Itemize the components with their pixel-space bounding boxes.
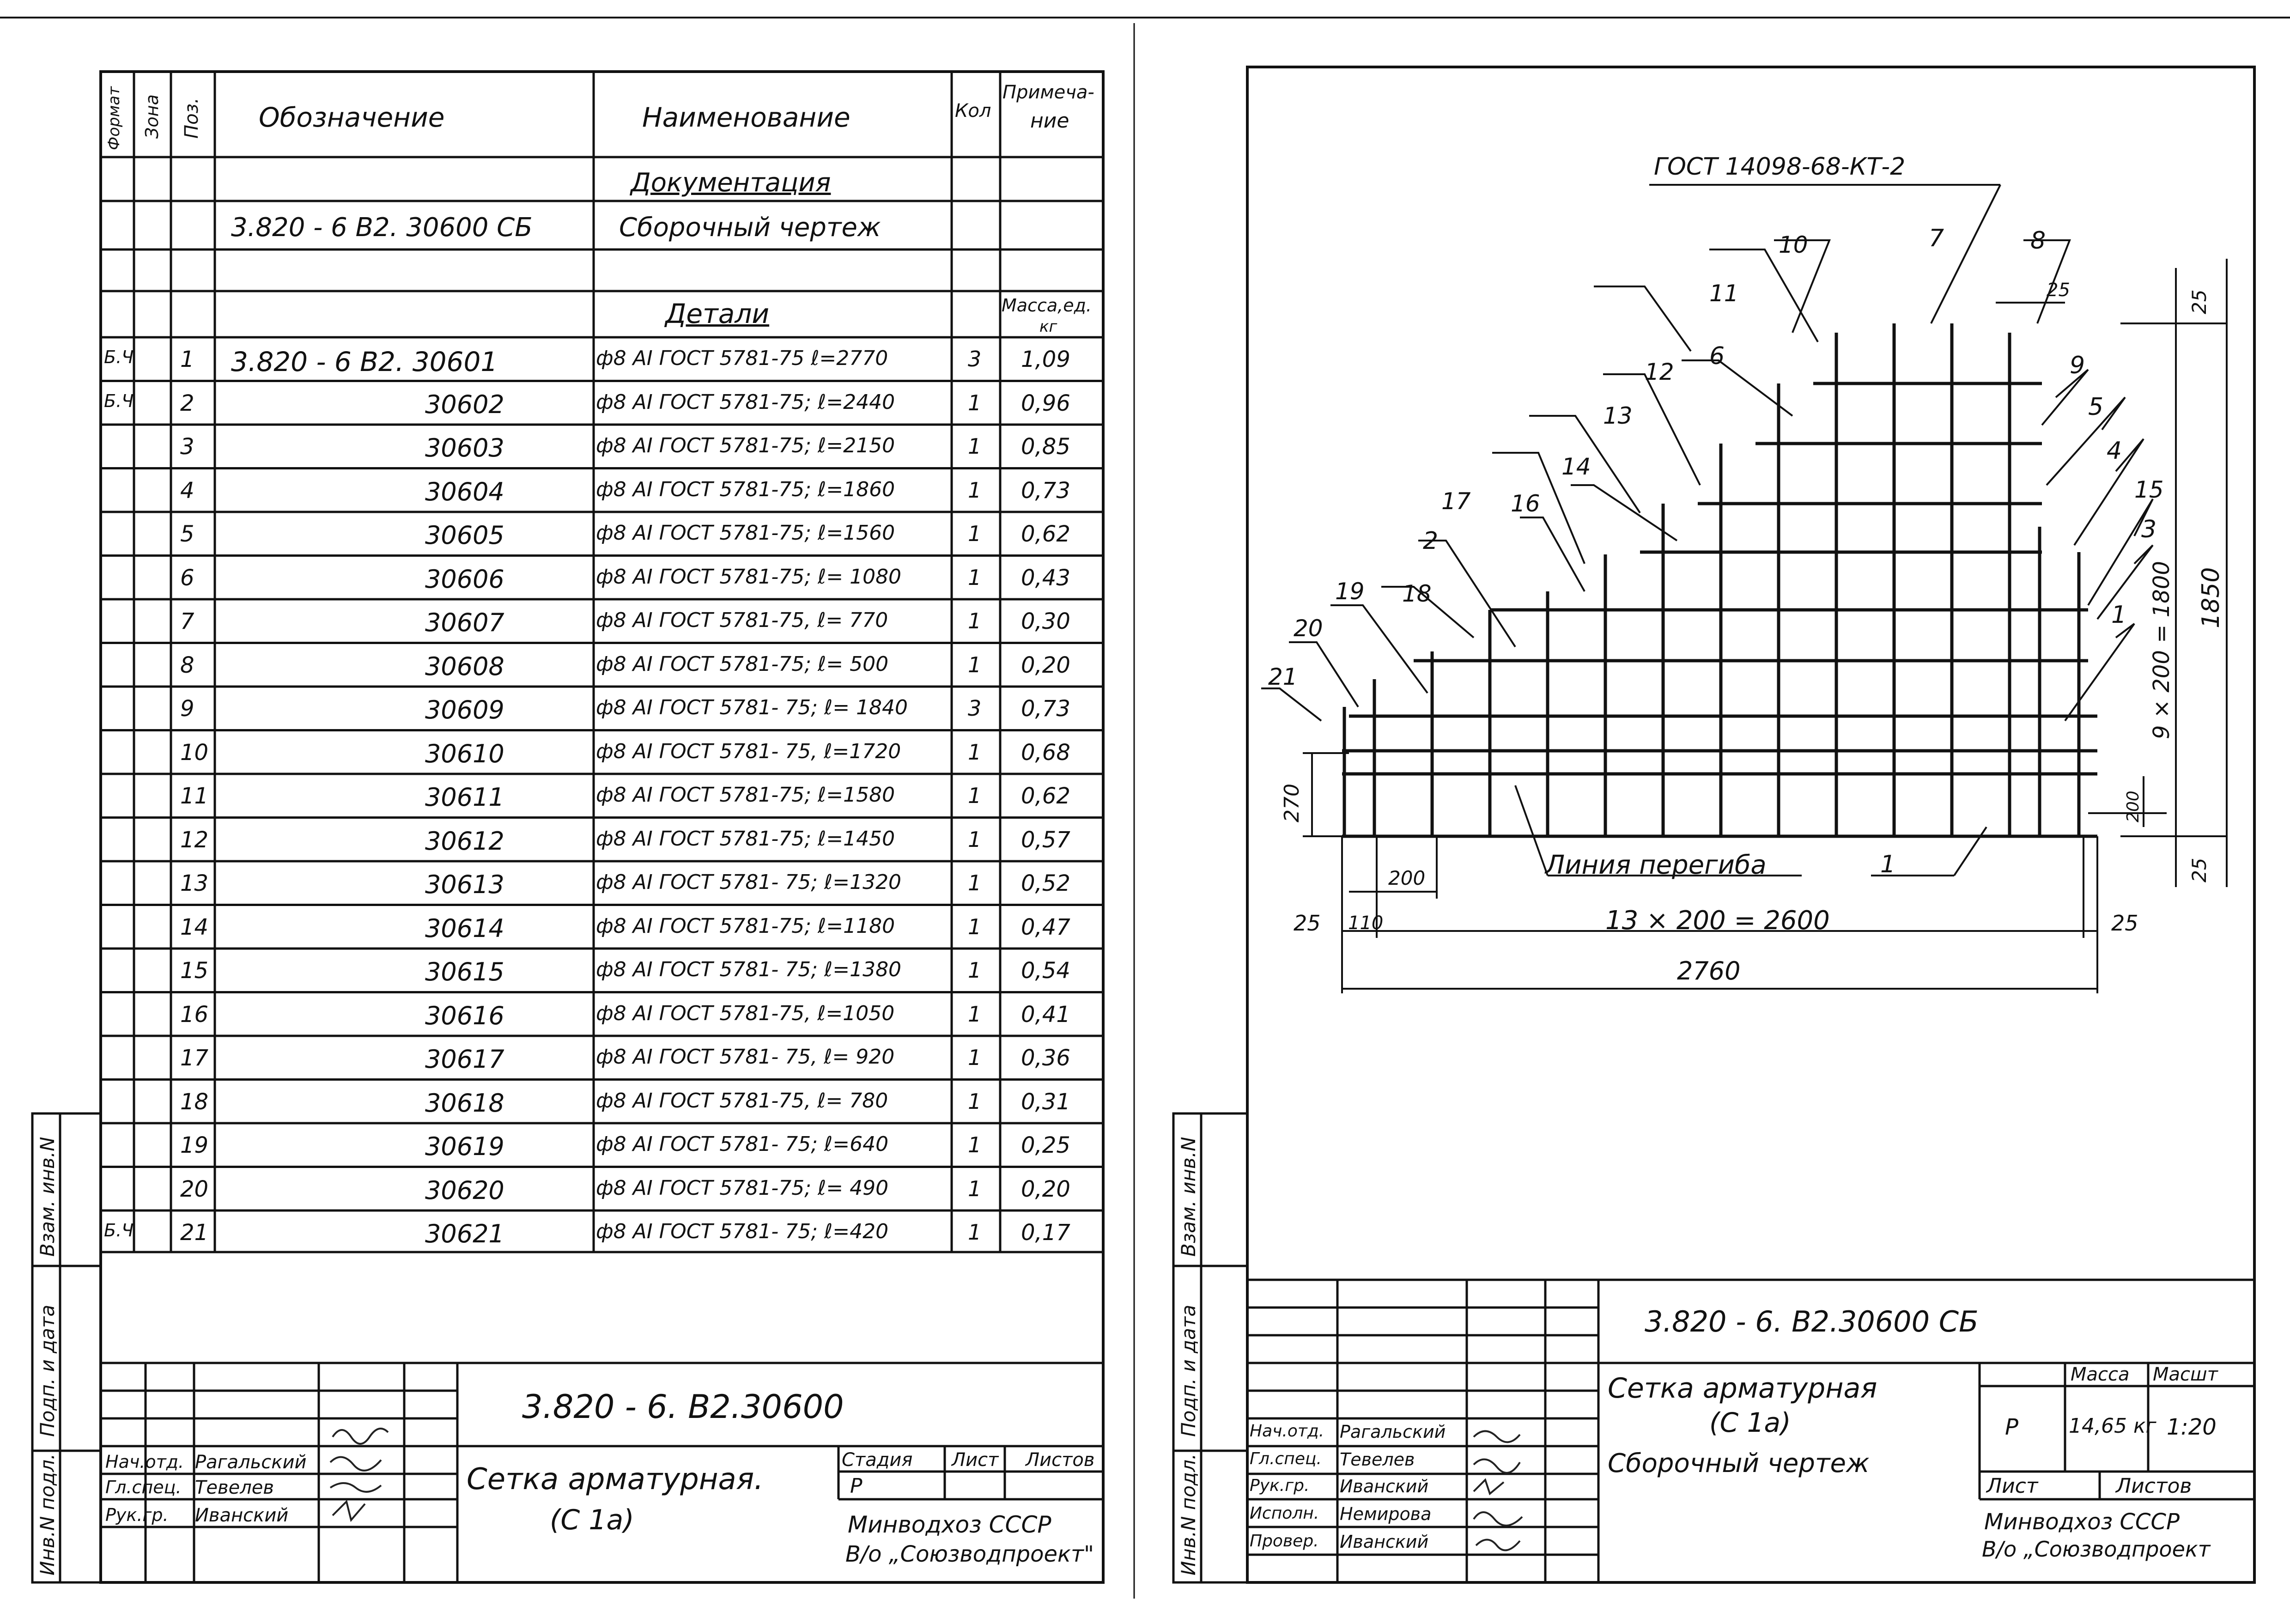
row-mass: 0,54: [1021, 958, 1070, 984]
person-role: Рук.гр.: [1250, 1476, 1310, 1495]
row-name: ф8 АI ГОСТ 5781- 75; ℓ=420: [596, 1220, 889, 1243]
row-designation: 30610: [425, 739, 504, 768]
col-header-zone: Зона: [142, 94, 162, 139]
margin-inv-replace: Взам. инв.N: [36, 1137, 59, 1257]
dim-9x200: 9 × 200 = 1800: [2149, 561, 2175, 739]
row-name: ф8 АI ГОСТ 5781-75 ℓ=2770: [596, 347, 888, 370]
row-pos: 1: [180, 347, 194, 372]
callout-15: 15: [2134, 476, 2164, 503]
row-name: ф8 АI ГОСТ 5781-75; ℓ= 490: [596, 1176, 889, 1200]
dim-270: 270: [1280, 784, 1304, 822]
weld-note: ГОСТ 14098-68-КТ-2: [1654, 153, 1906, 181]
row-mass: 0,52: [1021, 870, 1070, 896]
row-mass: 0,31: [1021, 1089, 1070, 1115]
person-name: Иванский: [1340, 1476, 1429, 1496]
row-qty: 1: [968, 521, 982, 546]
row-mass: 0,20: [1021, 652, 1070, 678]
row-mass: 0,43: [1021, 565, 1070, 591]
row-qty: 3: [968, 696, 982, 721]
row-mass: 0,41: [1021, 1001, 1070, 1028]
row-designation: 30618: [425, 1088, 504, 1118]
row-designation: 30620: [425, 1175, 504, 1205]
row-pos: 17: [180, 1045, 209, 1071]
row-name: ф8 АI ГОСТ 5781- 75; ℓ=640: [596, 1132, 889, 1156]
row-pos: 20: [180, 1176, 209, 1202]
row-mass: 0,62: [1021, 521, 1070, 547]
dim-200-bottom: 200: [1388, 867, 1426, 889]
callout-12: 12: [1645, 359, 1674, 385]
callout-3: 3: [2141, 516, 2157, 543]
person-name: Тевелев: [195, 1477, 274, 1498]
row-pos: 19: [180, 1132, 209, 1158]
dim-2760: 2760: [1677, 956, 1741, 985]
row-name: ф8 АI ГОСТ 5781-75; ℓ=1180: [596, 914, 895, 938]
row-mass: 0,30: [1021, 608, 1070, 634]
row-designation: 30617: [425, 1045, 504, 1074]
callout-20: 20: [1294, 615, 1323, 642]
row-qty: 1: [968, 1176, 982, 1201]
row-mass: 0,47: [1021, 914, 1070, 940]
person-role: Нач.отд.: [105, 1452, 184, 1472]
row-designation: 3.820 - 6 В2. 30601: [231, 346, 498, 377]
person-role: Нач.отд.: [1250, 1422, 1324, 1441]
row-designation: 30612: [425, 826, 504, 856]
row-designation: 30611: [425, 783, 504, 812]
section-documentation: Документация: [631, 168, 831, 198]
row-qty: 1: [968, 1220, 982, 1245]
callout-1-bottom: 1: [1880, 851, 1896, 878]
person-role: Гл.спец.: [1250, 1449, 1322, 1468]
left-stamp-org-2: В/о „Союзводпроект": [845, 1541, 1094, 1567]
row-pos: 4: [180, 477, 194, 504]
mass-header: Масса,ед.: [1002, 295, 1092, 316]
row-mass: 1,09: [1021, 347, 1070, 372]
person-name: Немирова: [1340, 1504, 1432, 1524]
row-mass: 0,85: [1021, 434, 1070, 460]
row-name: ф8 АI ГОСТ 5781-75; ℓ=2440: [596, 390, 895, 414]
row-name: ф8 АI ГОСТ 5781-75, ℓ=1050: [596, 1001, 895, 1025]
callout-10: 10: [1779, 231, 1808, 258]
col-header-qty: Кол: [955, 100, 991, 122]
row-pos: 15: [180, 958, 209, 984]
person-role: Гл.спец.: [105, 1477, 182, 1497]
row-pos: 11: [180, 783, 209, 809]
margin-inv-replace-right: Взам. инв.N: [1177, 1137, 1200, 1257]
row-qty: 1: [968, 1001, 982, 1027]
row-mass: 0,36: [1021, 1045, 1070, 1071]
row-pos: 5: [180, 521, 194, 547]
row-format: Б.Ч: [104, 347, 134, 367]
section-parts: Детали: [665, 298, 770, 329]
col-header-note-2: ние: [1030, 109, 1069, 133]
row-name: ф8 АI ГОСТ 5781- 75, ℓ= 920: [596, 1045, 895, 1069]
row-pos: 9: [180, 696, 194, 722]
row-designation: 30603: [425, 433, 504, 462]
col-header-designation: Обозначение: [259, 102, 445, 133]
left-stamp-code: 3.820 - 6. В2.30600: [522, 1388, 844, 1426]
left-stamp-sheets-label: Листов: [1026, 1449, 1095, 1471]
person-name: Рагальский: [195, 1452, 307, 1473]
row-name: ф8 АI ГОСТ 5781- 75; ℓ=1380: [596, 958, 902, 981]
callout-2: 2: [1423, 527, 1439, 555]
row-qty: 1: [968, 434, 982, 459]
row-name: ф8 АI ГОСТ 5781-75; ℓ= 1080: [596, 565, 902, 589]
right-stamp-org-1: Минводхоз СССР: [1984, 1509, 2180, 1535]
right-stamp-sheets-label: Листов: [2116, 1474, 2192, 1498]
row-name: ф8 АI ГОСТ 5781- 75; ℓ=1320: [596, 870, 902, 894]
row-mass: 0,73: [1021, 696, 1070, 722]
left-stamp-title-2: (С 1а): [550, 1504, 634, 1536]
row-name: ф8 АI ГОСТ 5781-75; ℓ=1450: [596, 827, 895, 851]
row-designation: 30609: [425, 695, 504, 724]
row-qty: 1: [968, 914, 982, 939]
row-pos: 13: [180, 870, 209, 896]
row-pos: 7: [180, 608, 194, 634]
row-name: ф8 АI ГОСТ 5781- 75, ℓ=1720: [596, 739, 901, 763]
dim-110: 110: [1348, 912, 1384, 934]
left-stamp-stage-value: Р: [850, 1474, 863, 1498]
row-format: Б.Ч: [104, 1220, 134, 1241]
right-stamp-scale-label: Масшт: [2153, 1364, 2218, 1385]
right-stamp-mass-label: Масса: [2071, 1364, 2130, 1385]
row-mass: 0,17: [1021, 1220, 1070, 1246]
right-stamp-org-2: В/о „Союзводпроект: [1982, 1537, 2211, 1562]
dim-1850: 1850: [2197, 567, 2225, 628]
callout-1: 1: [2111, 601, 2127, 629]
dim-25-left: 25: [1294, 911, 1321, 936]
row-mass: 0,57: [1021, 827, 1070, 853]
row-name: ф8 АI ГОСТ 5781-75, ℓ= 780: [596, 1089, 888, 1113]
row-qty: 1: [968, 477, 982, 503]
row-designation: 30604: [425, 477, 504, 506]
row-designation: 30619: [425, 1132, 504, 1161]
callout-9: 9: [2070, 352, 2085, 379]
person-name: Иванский: [195, 1505, 289, 1526]
row-designation: 30613: [425, 870, 504, 899]
mass-unit: кг: [1039, 317, 1057, 336]
callout-14: 14: [1561, 453, 1591, 480]
callout-16: 16: [1511, 490, 1540, 517]
row-name: ф8 АI ГОСТ 5781-75; ℓ= 500: [596, 652, 889, 676]
row-qty: 1: [968, 608, 982, 633]
person-role: Рук.гр.: [105, 1505, 169, 1525]
callout-19: 19: [1335, 578, 1365, 605]
row-pos: 6: [180, 565, 194, 591]
left-stamp-org-1: Минводхоз СССР: [848, 1511, 1051, 1538]
row-qty: 1: [968, 390, 982, 415]
row-designation: 30605: [425, 521, 504, 550]
callout-18: 18: [1402, 580, 1432, 607]
row-designation: 30608: [425, 651, 504, 681]
row-qty: 1: [968, 958, 982, 983]
row-pos: 12: [180, 827, 209, 853]
person-name: Тевелев: [1340, 1449, 1415, 1470]
person-name: Иванский: [1340, 1532, 1429, 1552]
right-stamp-title-2: (С 1а): [1709, 1407, 1791, 1438]
right-stamp-scale-value: 1:20: [2167, 1414, 2217, 1440]
row-mass: 0,62: [1021, 783, 1070, 809]
row-qty: 1: [968, 1132, 982, 1157]
dim-25-right-top: 25: [2188, 289, 2211, 314]
callout-5: 5: [2088, 393, 2104, 421]
row-format: Б.Ч: [104, 390, 134, 411]
callout-21: 21: [1268, 663, 1298, 690]
row-qty: 1: [968, 827, 982, 852]
row-mass: 0,73: [1021, 477, 1070, 504]
margin-inv-orig-right: Инв.N подл.: [1177, 1453, 1200, 1575]
callout-7: 7: [1929, 225, 1944, 252]
left-stamp-stage-label: Стадия: [842, 1449, 913, 1471]
margin-sign-date: Подп. и дата: [36, 1304, 59, 1437]
row-name: ф8 АI ГОСТ 5781-75; ℓ=1580: [596, 783, 895, 807]
row-qty: 1: [968, 565, 982, 590]
col-header-note-1: Примеча-: [1002, 82, 1094, 103]
dim-25-right-bottom: 25: [2188, 858, 2211, 882]
row-pos: 21: [180, 1220, 209, 1246]
row-pos: 2: [180, 390, 194, 416]
callout-17: 17: [1441, 488, 1471, 515]
row-designation: 30621: [425, 1219, 504, 1248]
dim-13x200: 13 × 200 = 2600: [1605, 906, 1830, 936]
row-designation: 30602: [425, 389, 504, 419]
row-qty: 1: [968, 739, 982, 765]
left-stamp-title-1: Сетка арматурная.: [467, 1462, 764, 1496]
right-stamp-mass-value: 14,65 кг: [2069, 1414, 2156, 1438]
row-pos: 3: [180, 434, 194, 460]
row-qty: 1: [968, 783, 982, 808]
doc-designation: 3.820 - 6 В2. 30600 СБ: [231, 213, 533, 243]
right-stamp-title-3: Сборочный чертеж: [1608, 1448, 1870, 1478]
row-name: ф8 АI ГОСТ 5781- 75; ℓ= 1840: [596, 696, 908, 719]
callout-4: 4: [2107, 437, 2122, 465]
row-qty: 1: [968, 1089, 982, 1114]
col-header-format: Формат: [105, 86, 123, 150]
row-name: ф8 АI ГОСТ 5781-75, ℓ= 770: [596, 608, 888, 632]
row-pos: 16: [180, 1001, 209, 1028]
row-mass: 0,96: [1021, 390, 1070, 416]
row-designation: 30606: [425, 564, 504, 594]
dim-25-top: 25: [2047, 280, 2070, 301]
callout-13: 13: [1603, 402, 1633, 429]
row-qty: 1: [968, 1045, 982, 1070]
person-role: Исполн.: [1250, 1504, 1319, 1523]
row-name: ф8 АI ГОСТ 5781-75; ℓ=1560: [596, 521, 895, 545]
row-name: ф8 АI ГОСТ 5781-75; ℓ=1860: [596, 477, 895, 501]
row-designation: 30614: [425, 913, 504, 943]
person-role: Провер.: [1250, 1532, 1319, 1551]
row-pos: 8: [180, 652, 194, 678]
row-pos: 10: [180, 739, 209, 766]
row-mass: 0,20: [1021, 1176, 1070, 1202]
margin-inv-orig: Инв.N подл.: [36, 1453, 59, 1575]
right-stamp-sheet-label: Лист: [1986, 1474, 2038, 1498]
doc-name: Сборочный чертеж: [619, 213, 881, 243]
row-designation: 30615: [425, 957, 504, 986]
callout-6: 6: [1709, 342, 1725, 370]
callout-11: 11: [1709, 280, 1739, 307]
row-designation: 30616: [425, 1001, 504, 1030]
row-designation: 30607: [425, 608, 504, 637]
row-pos: 14: [180, 914, 209, 940]
row-qty: 3: [968, 347, 982, 371]
row-mass: 0,68: [1021, 739, 1070, 766]
left-stamp-sheet-label: Лист: [952, 1449, 999, 1471]
row-qty: 1: [968, 870, 982, 895]
col-header-pos: Поз.: [181, 97, 202, 139]
row-pos: 18: [180, 1089, 209, 1115]
row-name: ф8 АI ГОСТ 5781-75; ℓ=2150: [596, 434, 895, 457]
right-stamp-code: 3.820 - 6. В2.30600 СБ: [1645, 1305, 1979, 1338]
callout-8: 8: [2030, 227, 2046, 255]
col-header-name: Наименование: [642, 102, 850, 133]
row-mass: 0,25: [1021, 1132, 1070, 1158]
dim-200-right: 200: [2124, 791, 2143, 822]
right-stamp-stage-value: Р: [2005, 1414, 2018, 1440]
bend-line-label: Линия перегиба: [1545, 850, 1767, 880]
person-name: Рагальский: [1340, 1422, 1446, 1442]
right-stamp-title-1: Сетка арматурная: [1608, 1372, 1877, 1405]
dim-25-right: 25: [2111, 911, 2138, 936]
margin-sign-date-right: Подп. и дата: [1177, 1304, 1200, 1437]
row-qty: 1: [968, 652, 982, 677]
